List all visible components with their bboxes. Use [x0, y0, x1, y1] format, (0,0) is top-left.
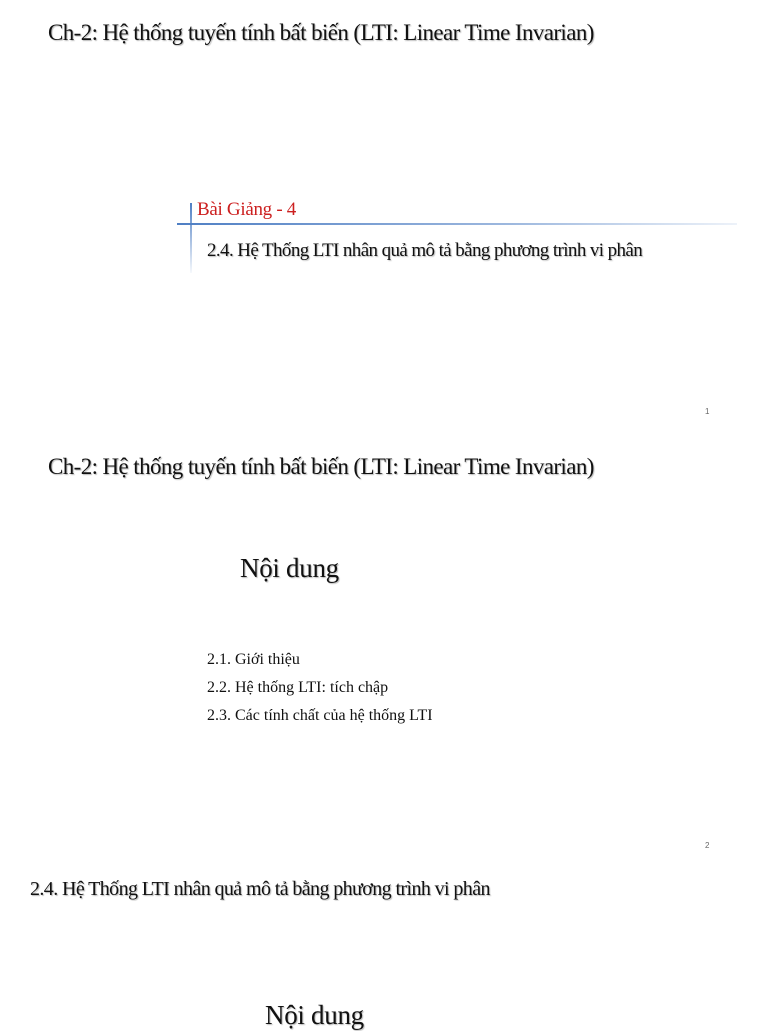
slide1-horizontal-accent-line	[177, 223, 737, 225]
slide1-page-number: 1	[705, 407, 710, 416]
contents-list	[207, 646, 433, 730]
contents-item: 2.1. Giới thiệu	[207, 651, 300, 668]
contents-item: 2.3. Các tính chất của hệ thống LTI	[207, 707, 433, 724]
slide3-contents-heading: Nội dung	[265, 1000, 364, 1030]
slide1-vertical-accent-line	[190, 203, 192, 273]
slide2-title: Ch-2: Hệ thống tuyến tính bất biến (LTI: Linear Time Invarian)	[48, 454, 594, 479]
lecture-subtitle: 2.4. Hệ Thống LTI nhân quả mô tả bằng phương trình vi phân	[207, 240, 643, 261]
slide2-contents-heading: Nội dung	[240, 553, 339, 583]
slide1-title: Ch-2: Hệ thống tuyến tính bất biến (LTI: Linear Time Invarian)	[48, 20, 594, 45]
contents-item: 2.2. Hệ thống LTI: tích chập	[207, 679, 389, 696]
slide2-page-number: 2	[705, 841, 710, 850]
lecture-label: Bài Giảng - 4	[197, 199, 296, 220]
slide3-title: 2.4. Hệ Thống LTI nhân quả mô tả bằng phương trình vi phân	[30, 878, 490, 900]
